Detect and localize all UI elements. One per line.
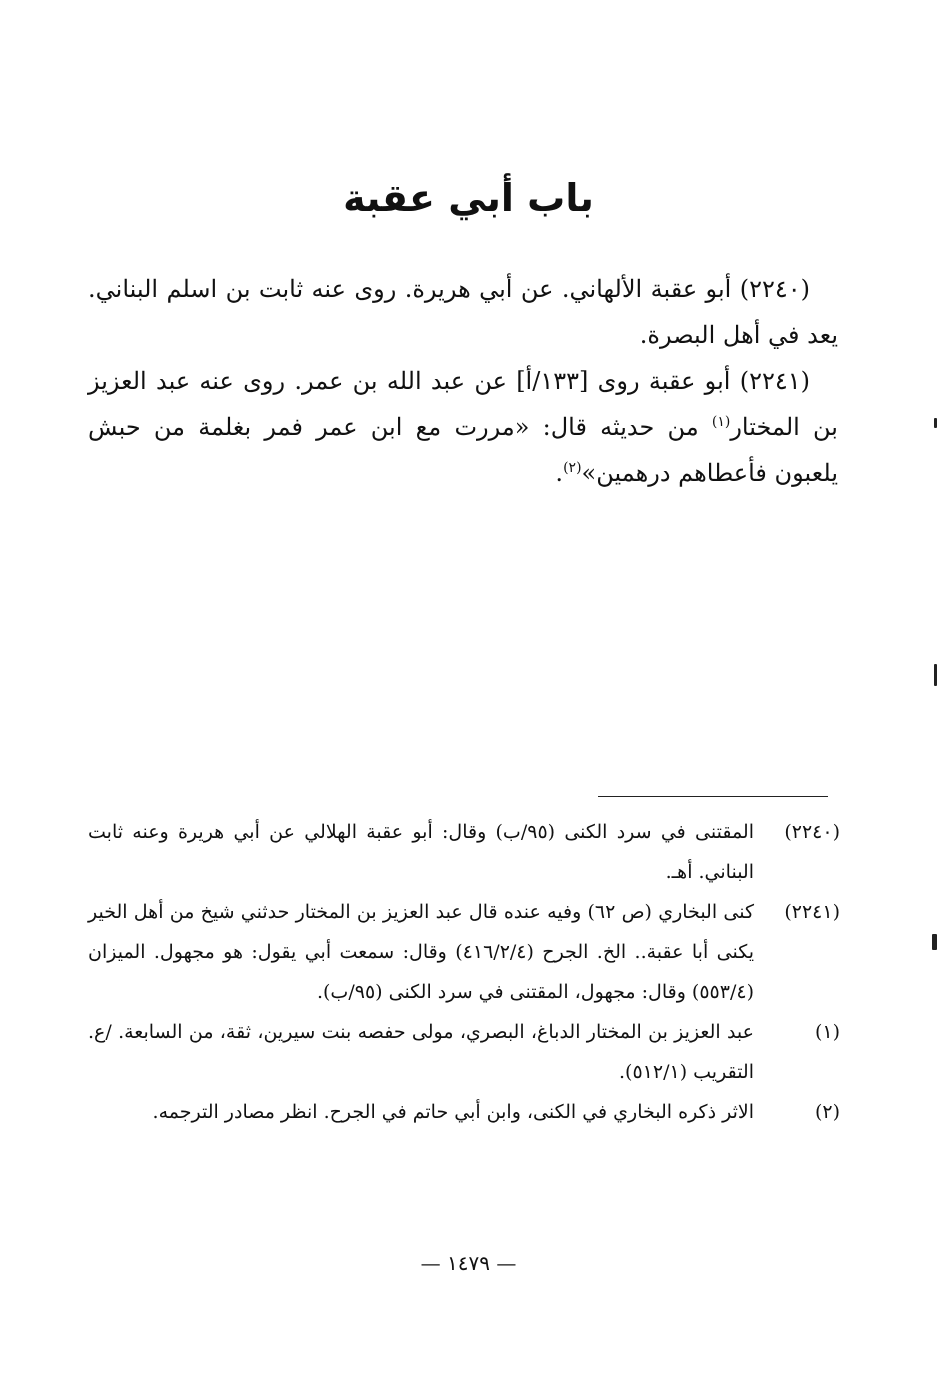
footnote-key: (٢٢٤١) — [784, 901, 840, 923]
main-text — [88, 266, 838, 496]
footnote-text: عبد العزيز بن المختار الدباغ، البصري، مولى حفصه بنت سيرين، ثقة، من السابعة. /ع. التقريب (٥١٢/١). — [88, 1021, 754, 1083]
entry-2241-text-b: من حديثه قال: «مررت مع ابن عمر فمر بغلمة من حبش يلعبون فأعطاهم درهمين» — [88, 413, 838, 487]
footnote-text: المقتنى في سرد الكنى (٩٥/ب) وقال: أبو عقبة الهلالي عن أبي هريرة وعنه ثابت البناني. أهـ. — [88, 821, 754, 883]
footnote-ref-2[interactable]: (٢) — [563, 460, 582, 476]
footnote-2 — [88, 1092, 840, 1132]
footnote-divider — [598, 796, 828, 797]
footnote-text: الاثر ذكره البخاري في الكنى، وابن أبي حاتم في الجرح. انظر مصادر الترجمه. — [152, 1101, 754, 1123]
footnotes-section — [88, 812, 840, 1132]
entry-2241 — [88, 358, 838, 496]
footnote-2240 — [88, 812, 840, 892]
chapter-title: باب أبي عقبة — [343, 176, 594, 220]
footnote-text: كنى البخاري (ص ٦٢) وفيه عنده قال عبد العزيز بن المختار حدثني شيخ من أهل الخير يكنى أبا عقبة.. الخ. الجرح (٤١٦/٢/٤) وقال: سمعت أبي يقول: هو مجهول. الميزان (٥٥٣/٤) وقال: مجهول، المقتنى في سرد الكنى (٩٥/ب). — [88, 901, 754, 1003]
footnote-1 — [88, 1012, 840, 1092]
entry-2241-text-a: (٢٢٤١) أبو عقبة روى [١٣٣/أ] عن عبد الله بن عمر. روى عنه عبد العزيز بن المختار — [88, 367, 838, 441]
footnote-key: (٢) — [814, 1101, 840, 1123]
footnote-ref-1[interactable]: (١) — [711, 414, 731, 430]
footnote-key: (١) — [814, 1021, 840, 1043]
page-number: — ١٤٧٩ — — [420, 1251, 517, 1275]
entry-2241-text-end: . — [555, 459, 564, 487]
footnote-2241 — [88, 892, 840, 1012]
scan-edge-mark — [932, 934, 937, 950]
entry-2240: (٢٢٤٠) أبو عقبة الألهاني. عن أبي هريرة. روى عنه ثابت بن اسلم البناني. يعد في أهل البصرة. — [88, 275, 838, 349]
footnote-key: (٢٢٤٠) — [784, 821, 840, 843]
